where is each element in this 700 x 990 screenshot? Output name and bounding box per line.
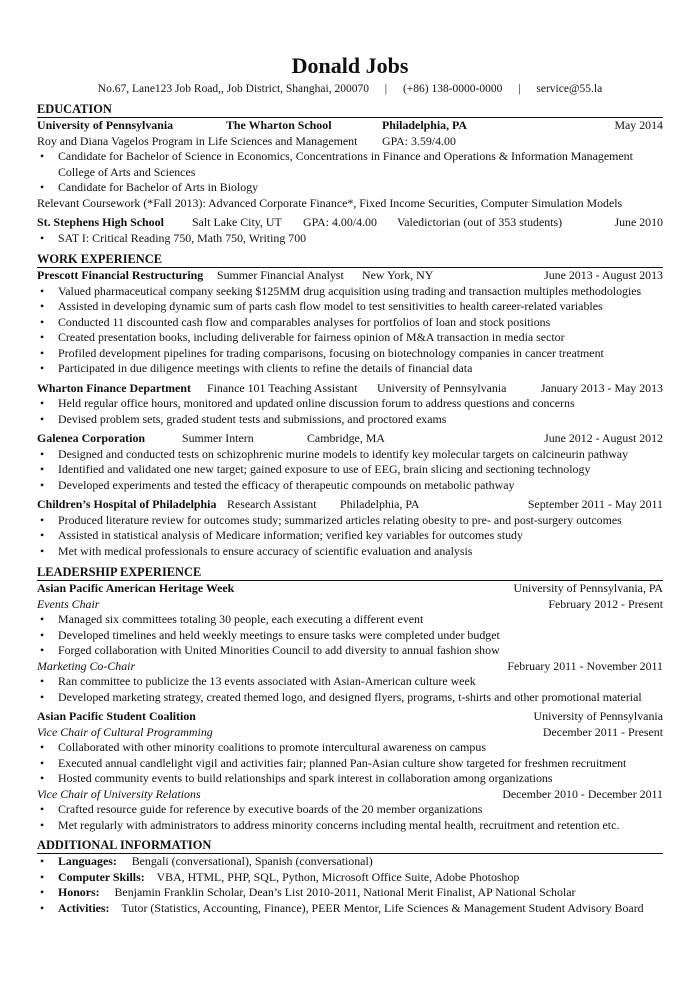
bullet-glyph: •	[40, 180, 45, 194]
school-name: University of Pennsylvania	[37, 118, 174, 132]
list-item	[37, 612, 663, 628]
separator: |	[518, 83, 521, 95]
info-label: Languages:	[58, 854, 117, 868]
bullet-text: Candidate for Bachelor of Science in Economics, Concentrations in Finance and Operations & Information Management	[58, 149, 633, 163]
additional-list	[37, 854, 663, 916]
resume-page	[37, 0, 663, 916]
info-label: Honors:	[58, 885, 100, 899]
bullet-glyph: •	[40, 149, 45, 163]
list-item	[37, 396, 663, 412]
bullet-text: Assisted in statistical analysis of Medicare information; verified key variables for outcomes study	[58, 528, 523, 542]
info-value: Bengali (conversational), Spanish (conversational)	[131, 854, 373, 868]
education-hs-header	[37, 215, 663, 231]
role-date: February 2012 - Present	[548, 596, 663, 611]
org-location: Cambridge, MA	[307, 431, 385, 445]
list-item	[37, 315, 663, 331]
bullet-text: Executed annual candlelight vigil and activities fair; planned Pan-Asian culture show targeted for freshmen recruitment	[58, 755, 627, 770]
bullet-glyph: •	[40, 627, 45, 642]
list-item	[37, 513, 663, 529]
bullet-glyph: •	[40, 612, 45, 626]
bullet-text: Held regular office hours, monitored and updated online discussion forum to address questions and concerns	[58, 396, 575, 410]
role-bullets	[37, 802, 663, 833]
bullet-glyph: •	[40, 643, 45, 657]
list-item	[37, 231, 663, 247]
role-title: Events Chair	[37, 596, 100, 611]
list-item	[37, 802, 663, 818]
list-item	[37, 771, 663, 787]
role-line	[37, 725, 663, 741]
bullet-text: Crafted resource guide for reference by executive boards of the 20 member organizations	[58, 802, 483, 816]
program-name: Roy and Diana Vagelos Program in Life Sciences and Management	[37, 133, 358, 148]
bullet-text: Ran committee to publicize the 13 events associated with Asian-American culture week	[58, 674, 476, 688]
section-title-leadership: LEADERSHIP EXPERIENCE	[37, 564, 663, 581]
info-value: Tutor (Statistics, Accounting, Finance), PEER Mentor, Life Sciences & Management Student Advisory Board	[121, 900, 644, 915]
bullet-text: Produced literature review for outcomes study; summarized articles relating obesity to pre- and post-surgery outcomes	[58, 512, 622, 527]
bullet-text: Developed marketing strategy, created themed logo, and designed flyers, programs, t-shirts and other promotional material	[58, 689, 642, 704]
org-location: University of Pennsylvania	[377, 380, 507, 395]
org-header	[37, 709, 663, 725]
list-item	[37, 528, 663, 544]
list-item	[37, 544, 663, 560]
org-header	[37, 581, 663, 597]
bullet-text: Collaborated with other minority coalitions to promote intercultural awareness on campus	[58, 740, 486, 754]
list-item	[37, 330, 663, 346]
role-title: Marketing Co-Chair	[37, 658, 136, 673]
address: No.67, Lane123 Job Road,, Job District, Shanghai, 200070	[97, 83, 369, 95]
bullet-text: Designed and conducted tests on schizophrenic murine models to identify key molecular targets on calcineurin pathway	[58, 446, 629, 461]
bullet-glyph: •	[40, 802, 45, 816]
phone: (+86) 138-0000-0000	[402, 83, 503, 95]
list-item-continuation	[37, 165, 663, 181]
org-location: Philadelphia, PA	[340, 497, 420, 511]
penn-bullets	[37, 149, 663, 196]
bullet-glyph: •	[40, 885, 45, 899]
org-name: Asian Pacific American Heritage Week	[37, 581, 235, 595]
job-bullets	[37, 396, 663, 427]
bullet-text: Created presentation books, including deliverable for fairness opinion of M&A transaction in media sector	[58, 330, 565, 344]
bullet-glyph: •	[40, 314, 45, 329]
role-line	[37, 597, 663, 613]
bullet-glyph: •	[40, 512, 45, 527]
role-title: Summer Financial Analyst	[217, 268, 344, 282]
job-bullets	[37, 513, 663, 560]
job-date: June 2013 - August 2013	[544, 268, 663, 282]
role-date: December 2010 - December 2011	[502, 786, 663, 801]
info-value: VBA, HTML, PHP, SQL, Python, Microsoft Office Suite, Adobe Photoshop	[156, 869, 520, 884]
bullet-glyph: •	[40, 528, 45, 542]
graduation-date: May 2014	[614, 118, 663, 132]
org-location: University of Pennsylvania, PA	[513, 581, 663, 595]
list-item	[37, 870, 663, 886]
list-item	[37, 740, 663, 756]
resume-name: Donald Jobs	[291, 53, 409, 78]
bullet-text: SAT I: Critical Reading 750, Math 750, Writing 700	[58, 230, 307, 245]
info-label: Activities:	[58, 900, 110, 915]
bullet-glyph: •	[40, 330, 45, 344]
bullet-glyph: •	[40, 477, 45, 492]
job-bullets	[37, 284, 663, 377]
bullet-glyph: •	[40, 283, 45, 298]
school-location: Philadelphia, PA	[382, 118, 468, 132]
role-title: Vice Chair of Cultural Programming	[37, 724, 213, 739]
list-item	[37, 643, 663, 659]
job-date: September 2011 - May 2011	[527, 497, 663, 511]
email: service@55.la	[536, 83, 603, 95]
list-item	[37, 885, 663, 901]
role-title: Research Assistant	[227, 497, 317, 511]
org-name: Children’s Hospital of Philadelphia	[37, 497, 217, 511]
list-item	[37, 901, 663, 917]
job-header	[37, 431, 663, 447]
bullet-text: Devised problem sets, graded student tests and submissions, and proctored exams	[58, 411, 447, 426]
hs-bullets	[37, 231, 663, 247]
bullet-text: Assisted in developing dynamic sum of parts cash flow model to test sensitivities to health career-related variables	[58, 299, 603, 313]
bullet-text: Developed timelines and held weekly meetings to ensure tasks were completed under budget	[58, 627, 500, 642]
org-name: Asian Pacific Student Coalition	[37, 709, 196, 723]
role-bullets	[37, 612, 663, 659]
role-title: Summer Intern	[182, 431, 254, 445]
role-line	[37, 659, 663, 675]
job-header	[37, 268, 663, 284]
info-label: Computer Skills:	[58, 869, 145, 884]
bullet-glyph: •	[40, 462, 45, 476]
role-date: December 2011 - Present	[542, 724, 663, 739]
bullet-glyph: •	[40, 674, 45, 688]
bullet-glyph: •	[40, 689, 45, 704]
org-name: Prescott Financial Restructuring	[37, 268, 204, 282]
job-date: June 2012 - August 2012	[544, 431, 663, 445]
role-bullets	[37, 674, 663, 705]
bullet-text: Met regularly with administrators to address minority concerns including mental health, recruitment and retention etc.	[58, 817, 620, 832]
school-name: St. Stephens High School	[37, 215, 164, 229]
bullet-glyph: •	[40, 817, 45, 832]
school-location: Salt Lake City, UT	[192, 215, 282, 229]
bullet-glyph: •	[40, 543, 45, 558]
bullet-text: Hosted community events to build relationships and spark interest in collaboration among organizations	[58, 771, 553, 785]
role-title: Vice Chair of University Relations	[37, 786, 201, 801]
bullet-glyph: •	[40, 900, 45, 915]
role-date: February 2011 - November 2011	[507, 658, 663, 673]
org-location: University of Pennsylvania	[533, 709, 663, 723]
section-title-additional: ADDITIONAL INFORMATION	[37, 837, 663, 854]
list-item	[37, 299, 663, 315]
org-name: Galenea Corporation	[37, 431, 145, 445]
list-item	[37, 854, 663, 870]
bullet-text: Managed six committees totaling 30 people, each executing a different event	[58, 612, 424, 626]
bullet-glyph: •	[40, 771, 45, 785]
college-name: The Wharton School	[226, 118, 332, 132]
bullet-text: Profiled development pipelines for trading comparisons, focusing on biotechnology companies in cancer treatment	[58, 345, 604, 360]
list-item	[37, 361, 663, 377]
list-item	[37, 478, 663, 494]
bullet-text: Candidate for Bachelor of Arts in Biology	[58, 180, 259, 194]
bullet-glyph: •	[40, 740, 45, 754]
honor: Valedictorian (out of 353 students)	[397, 215, 563, 229]
role-title: Finance 101 Teaching Assistant	[207, 380, 358, 395]
bullet-glyph: •	[40, 299, 45, 313]
list-item	[37, 628, 663, 644]
bullet-glyph: •	[40, 869, 45, 884]
bullet-glyph: •	[40, 854, 45, 868]
bullet-text: Forged collaboration with United Minorities Council to add diversity to annual fashion show	[58, 643, 500, 657]
bullet-glyph: •	[40, 230, 45, 245]
job-date: January 2013 - May 2013	[540, 380, 663, 395]
role-bullets	[37, 740, 663, 787]
education-penn-header	[37, 118, 663, 134]
list-item	[37, 447, 663, 463]
bullet-text: Met with medical professionals to ensure accuracy of scientific evaluation and analysis	[58, 543, 473, 558]
list-item	[37, 690, 663, 706]
contact-line	[37, 81, 663, 97]
job-header	[37, 381, 663, 397]
bullet-glyph: •	[40, 755, 45, 770]
bullet-glyph: •	[40, 411, 45, 426]
gpa: GPA: 4.00/4.00	[303, 215, 377, 229]
list-item	[37, 346, 663, 362]
list-item	[37, 284, 663, 300]
gpa: GPA: 3.59/4.00	[382, 133, 456, 148]
bullet-glyph: •	[40, 396, 45, 410]
list-item	[37, 180, 663, 196]
list-item	[37, 462, 663, 478]
bullet-text: Participated in due diligence meetings with clients to refine the details of financial data	[58, 361, 473, 375]
list-item	[37, 756, 663, 772]
bullet-glyph: •	[40, 446, 45, 461]
info-value: Benjamin Franklin Scholar, Dean’s List 2010-2011, National Merit Finalist, AP National Scholar	[114, 885, 576, 899]
org-name: Wharton Finance Department	[37, 380, 191, 395]
org-location: New York, NY	[362, 268, 434, 282]
program-line	[37, 134, 663, 150]
section-title-education: EDUCATION	[37, 101, 663, 118]
separator: |	[384, 83, 388, 95]
section-title-work: WORK EXPERIENCE	[37, 251, 663, 268]
job-header	[37, 497, 663, 513]
role-line	[37, 787, 663, 803]
list-item	[37, 674, 663, 690]
bullet-text: Valued pharmaceutical company seeking $125MM drug acquisition using trading and transaction multiples methodologies	[58, 283, 642, 298]
bullet-glyph: •	[40, 345, 45, 360]
bullet-text: Identified and validated one new target; gained exposure to use of EEG, brain slicing and sectioning technology	[58, 462, 591, 476]
bullet-text: Developed experiments and tested the efficacy of therapeutic compounds on metabolic pathway	[58, 477, 515, 492]
bullet-glyph: •	[40, 361, 45, 375]
work-experience-list	[37, 268, 663, 563]
list-item	[37, 149, 663, 165]
list-item	[37, 818, 663, 834]
job-bullets	[37, 447, 663, 494]
bullet-text: Conducted 11 discounted cash flow and comparables analyses for portfolios of loan and stock positions	[58, 314, 551, 329]
coursework-line: Relevant Coursework (*Fall 2013): Advanced Corporate Finance*, Fixed Income Securities, Computer Simulation Models	[37, 195, 623, 210]
bullet-text: College of Arts and Sciences	[58, 164, 196, 179]
list-item	[37, 412, 663, 428]
graduation-date: June 2010	[614, 215, 663, 229]
